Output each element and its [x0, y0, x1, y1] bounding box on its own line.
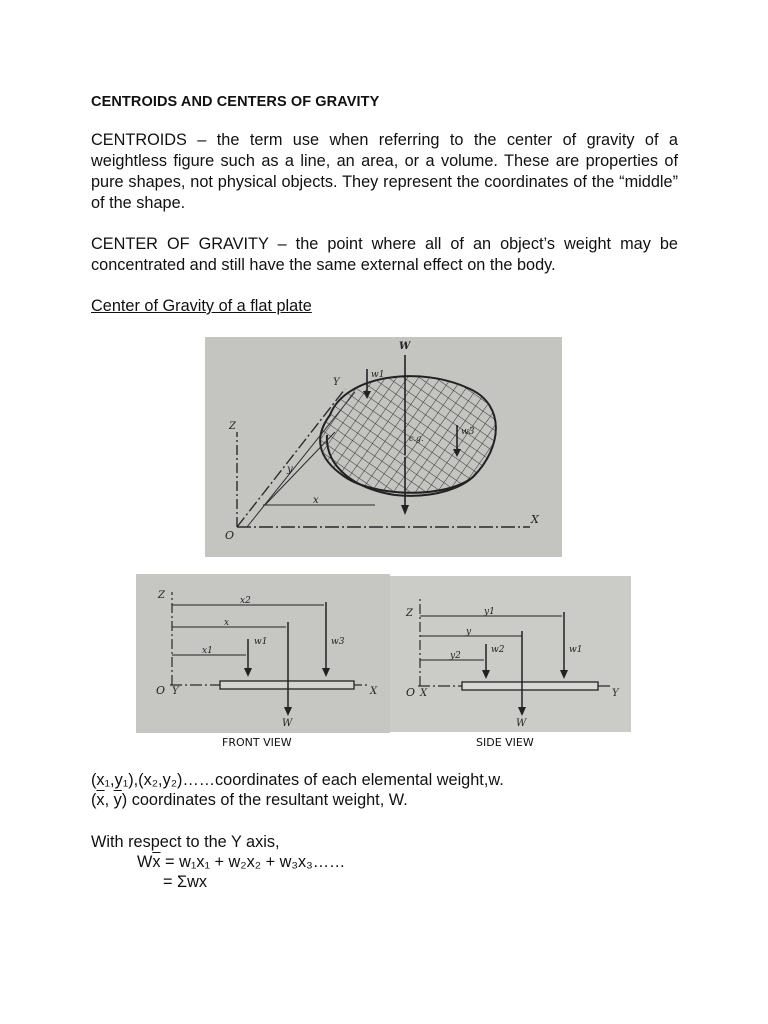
front-view-diagram	[136, 574, 390, 733]
x-bar-symbol: $\overline{x}$	[96, 791, 105, 809]
side-view-diagram	[390, 576, 631, 732]
flat-plate-diagram	[205, 337, 562, 557]
front-w1-arrowhead	[244, 668, 252, 677]
side-label-y: Y	[612, 688, 619, 699]
center-of-gravity-definition: CENTER OF GRAVITY – the point where all of an object’s weight may be concentrated and still have the same external effect on the body.	[91, 235, 678, 274]
side-label-o: O	[406, 686, 416, 699]
label-x-bar: x	[313, 495, 319, 506]
label-w1: w1	[371, 370, 385, 380]
moment-equation	[137, 852, 345, 872]
elemental-coordinates-line: (x₁,y₁),(x₂,y₂)……coordinates of each elemental weight,w.	[91, 771, 504, 789]
def2-sep: ,	[104, 791, 114, 809]
side-w1-arrowhead	[560, 670, 568, 679]
def2-rest: ) coordinates of the resultant weight, W.	[121, 791, 408, 809]
label-w: W	[399, 341, 411, 352]
front-label-x2: x2	[240, 596, 251, 606]
front-label-w: W	[282, 718, 293, 729]
front-view-photo	[136, 574, 390, 733]
label-origin: O	[225, 529, 235, 542]
front-label-xbar: x	[224, 618, 230, 628]
side-view-caption: SIDE VIEW	[476, 736, 534, 749]
eq1-rest: = w₁x₁ + w₂x₂ + w₃x₃……	[160, 853, 346, 871]
side-label-w2: w2	[491, 645, 505, 655]
def2-open: (	[91, 791, 97, 809]
front-label-w1: w1	[254, 637, 268, 647]
front-plate	[220, 681, 354, 689]
front-label-y: Y	[172, 686, 179, 697]
front-view-caption: FRONT VIEW	[222, 736, 292, 749]
flat-plate-diagram-photo	[205, 337, 562, 557]
side-w-arrowhead	[518, 707, 526, 716]
equation-intro: With respect to the Y axis,	[91, 833, 280, 851]
side-view-photo	[390, 576, 631, 732]
flat-plate-subheading: Center of Gravity of a flat plate	[91, 297, 312, 315]
page-title: CENTROIDS AND CENTERS OF GRAVITY	[91, 94, 380, 110]
label-y-bar: y	[287, 464, 293, 475]
side-w2-arrowhead	[482, 670, 490, 679]
front-label-w3: w3	[331, 637, 345, 647]
label-cg: c.g.	[409, 434, 424, 443]
y-bar-symbol: $\overline{y}$	[113, 791, 122, 809]
label-z-axis: Z	[229, 421, 236, 432]
eq1-x-bar: $\overline{x}$	[152, 853, 161, 871]
centroids-definition: CENTROIDS – the term use when referring to the center of gravity of a weightless figure such as a line, an area, or a volume. These are properties of pure shapes, not physical objects. They represent the coordinates of the “middle” of the shape.	[91, 131, 678, 212]
resultant-coordinates-line	[91, 790, 408, 810]
side-label-z: Z	[406, 608, 413, 619]
side-label-y1: y1	[484, 607, 495, 617]
front-w3-arrowhead	[322, 668, 330, 677]
side-plate	[462, 682, 598, 690]
side-label-w: W	[516, 718, 527, 729]
resultant-weight-arrowhead	[401, 505, 409, 515]
front-label-z: Z	[158, 590, 165, 601]
front-label-x: X	[370, 686, 378, 697]
front-w-arrowhead	[284, 707, 292, 716]
side-label-ybar: y	[466, 627, 472, 637]
side-label-x: X	[420, 688, 428, 699]
label-x-axis: X	[531, 513, 539, 526]
front-label-x1: x1	[202, 646, 213, 656]
front-label-o: O	[156, 684, 166, 697]
eq1-w: W	[137, 853, 153, 871]
label-y-axis: Y	[333, 377, 340, 388]
side-label-y2: y2	[450, 651, 461, 661]
side-label-w1: w1	[569, 645, 583, 655]
label-w3: w3	[461, 427, 475, 437]
y-bar-dimension	[265, 432, 335, 505]
sum-equation: = Σwx	[163, 873, 207, 891]
